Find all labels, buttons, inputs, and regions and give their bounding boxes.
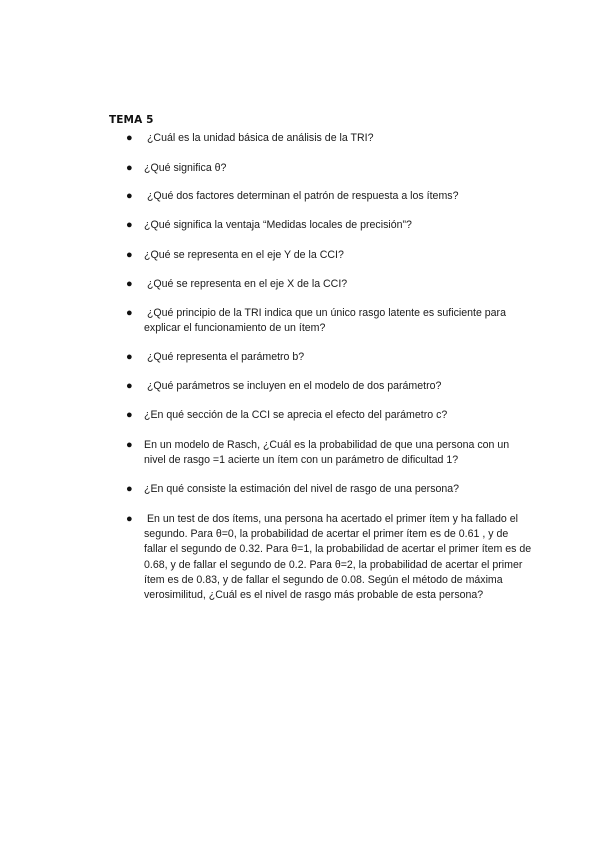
bullet-icon: ● bbox=[126, 132, 133, 144]
question-text: En un test de dos ítems, una persona ha acertado el primer ítem y ha fallado el segundo. Para θ=0, la probabilidad de acertar el primer ítem es de 0.61 , y de fallar el segundo de 0.32. Para θ=1, la probabilidad de acertar el primer ítem es de 0.68, y de fallar el segundo de 0.2. Para θ=2, la probabilidad de acertar el primer ítem es de 0.83, y de fallar el segundo de 0.08. Según el método de máxima verosimilitud, ¿Cuál es el nivel de rasgo más probable de esta persona? bbox=[144, 513, 535, 602]
bullet-icon: ● bbox=[126, 483, 133, 495]
question-text: ¿Qué parámetros se incluyen en el modelo de dos parámetro? bbox=[144, 380, 442, 392]
question-text: ¿Qué se representa en el eje X de la CCI? bbox=[144, 278, 348, 290]
bullet-icon: ● bbox=[126, 439, 133, 451]
bullet-icon: ● bbox=[126, 219, 133, 231]
bullet-icon: ● bbox=[126, 409, 133, 421]
question-text: ¿Qué significa θ? bbox=[144, 162, 227, 174]
bullet-icon: ● bbox=[126, 307, 133, 319]
bullet-icon: ● bbox=[126, 162, 133, 174]
question-text: ¿Qué se representa en el eje Y de la CCI? bbox=[144, 249, 344, 261]
bullet-icon: ● bbox=[126, 278, 133, 290]
question-text: ¿En qué consiste la estimación del nivel de rasgo de una persona? bbox=[144, 483, 460, 495]
question-text: ¿Qué dos factores determinan el patrón de respuesta a los ítems? bbox=[144, 190, 459, 202]
bullet-icon: ● bbox=[126, 249, 133, 261]
bullet-icon: ● bbox=[126, 351, 133, 363]
bullet-icon: ● bbox=[126, 190, 133, 202]
question-text: ¿Cuál es la unidad básica de análisis de la TRI? bbox=[144, 132, 374, 144]
section-heading: TEMA 5 bbox=[109, 114, 154, 126]
bullet-icon: ● bbox=[126, 380, 133, 392]
question-text: En un modelo de Rasch, ¿Cuál es la probabilidad de que una persona con un nivel de rasgo =1 acierte un ítem con un parámetro de dificultad 1? bbox=[144, 439, 513, 467]
question-text: ¿Qué significa la ventaja “Medidas locales de precisión”? bbox=[144, 219, 412, 231]
bullet-icon: ● bbox=[126, 513, 133, 525]
question-text: ¿En qué sección de la CCI se aprecia el efecto del parámetro c? bbox=[144, 409, 448, 421]
question-text: ¿Qué principio de la TRI indica que un único rasgo latente es suficiente para explicar el funcionamiento de un ítem? bbox=[144, 307, 509, 335]
question-text: ¿Qué representa el parámetro b? bbox=[144, 351, 305, 363]
